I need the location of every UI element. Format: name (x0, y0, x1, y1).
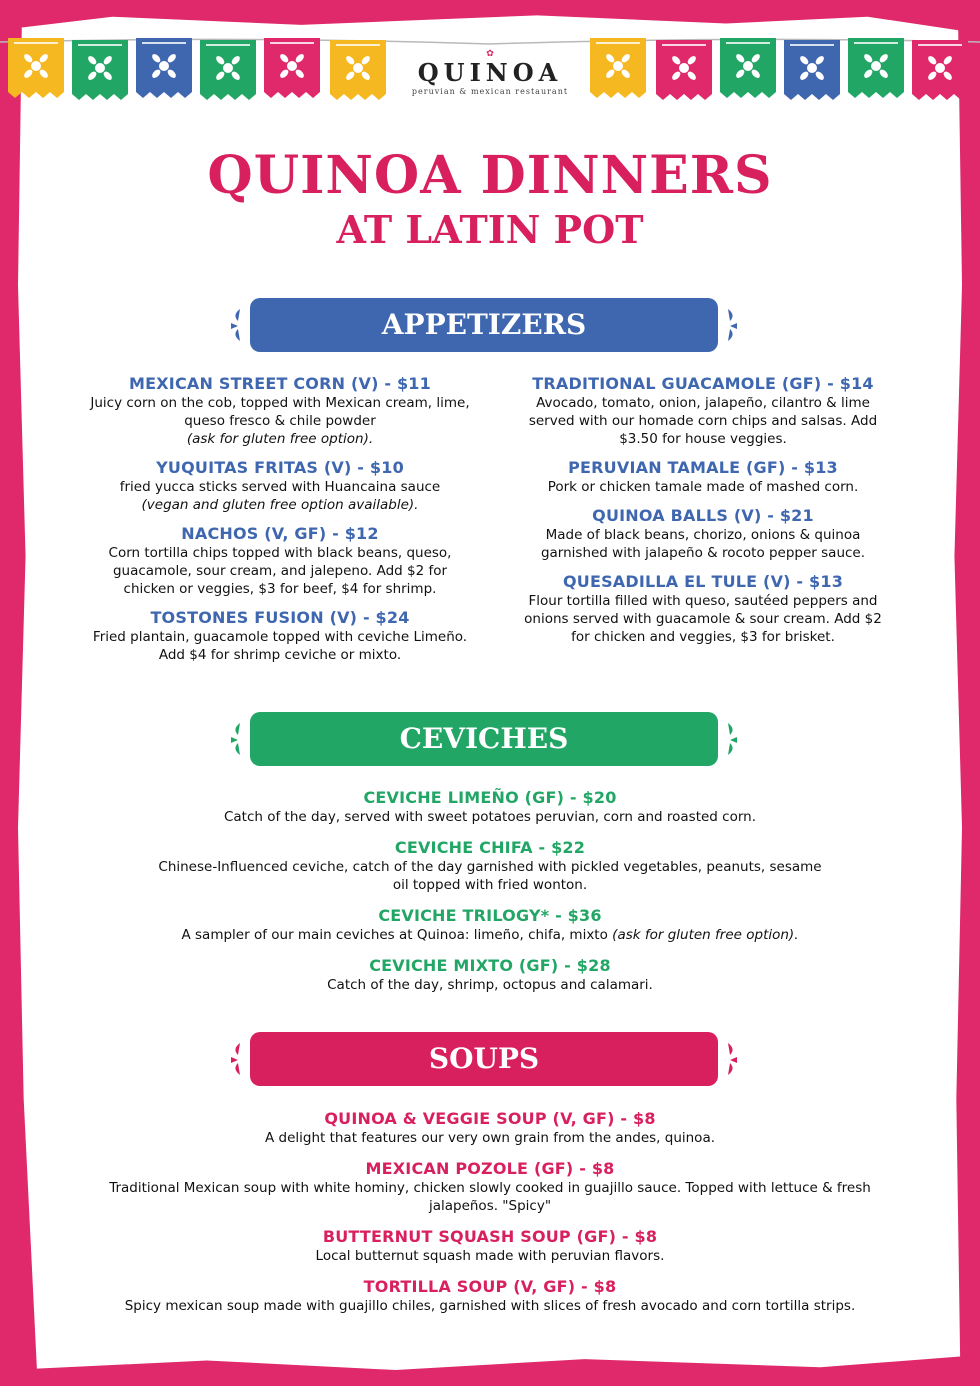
lotus-icon: ✿ (486, 49, 494, 59)
menu-item (86, 458, 474, 514)
menu-item (90, 906, 890, 944)
menu-item (516, 572, 890, 646)
item-name: QUINOA & VEGGIE SOUP (V, GF) - $8 (324, 1109, 656, 1128)
menu-item (90, 956, 890, 994)
left-ornament-icon (228, 719, 244, 759)
item-name: CEVICHE MIXTO (GF) - $28 (369, 956, 611, 975)
menu-item (516, 458, 890, 496)
item-description: Local butternut squash made with peruvian flavors. (315, 1248, 665, 1264)
item-name: NACHOS (V, GF) - $12 (181, 524, 379, 543)
item-name: CEVICHE CHIFA - $22 (394, 838, 586, 857)
item-description: Made of black beans, chorizo, onions & quinoa garnished with jalapeño & rocoto pepper sauce. (540, 527, 866, 561)
soups-list (80, 1109, 900, 1327)
item-description: Juicy corn on the cob, topped with Mexican cream, lime, queso fresco & chile powder (90, 395, 470, 429)
menu-item (516, 374, 890, 448)
appetizers-left-column (86, 374, 474, 676)
appetizers-heading: APPETIZERS (250, 298, 718, 352)
menu-item (80, 1159, 900, 1215)
menu-item (86, 374, 474, 448)
item-description: Spicy mexican soup made with guajillo chiles, garnished with slices of fresh avocado and corn tortilla strips. (124, 1298, 856, 1314)
item-name: CEVICHE TRILOGY* - $36 (378, 906, 602, 925)
menu-item (516, 506, 890, 562)
item-name: TOSTONES FUSION (V) - $24 (150, 608, 410, 627)
soups-heading: SOUPS (250, 1032, 718, 1086)
item-description: Corn tortilla chips topped with black beans, queso, guacamole, sour cream, and jalepeno. Add $2 for chicken or veggies, $3 for beef, $4 for shrimp. (108, 545, 452, 597)
title-line-2: AT LATIN POT (336, 207, 644, 252)
item-description: fried yucca sticks served with Huancaina sauce (119, 479, 441, 495)
item-name: TRADITIONAL GUACAMOLE (GF) - $14 (532, 374, 874, 393)
item-note: (vegan and gluten free option available). (141, 497, 419, 513)
right-ornament-icon (724, 305, 740, 345)
item-description: Catch of the day, served with sweet potatoes peruvian, corn and roasted corn. (223, 809, 757, 825)
item-description: Avocado, tomato, onion, jalapeño, cilantro & lime served with our homade corn chips and salsas. Add $3.50 for house veggies. (528, 395, 878, 447)
menu-item (90, 838, 890, 894)
ceviches-list (90, 788, 890, 1006)
menu-item (80, 1227, 900, 1265)
item-description: Chinese-Influenced ceviche, catch of the day garnished with pickled vegetables, peanuts, sesame oil topped with fried wonton. (158, 859, 822, 893)
item-name: MEXICAN STREET CORN (V) - $11 (129, 374, 431, 393)
item-name: QUINOA BALLS (V) - $21 (592, 506, 814, 525)
logo-subtitle: peruvian & mexican restaurant (411, 87, 569, 96)
menu-item (80, 1277, 900, 1315)
item-name: TORTILLA SOUP (V, GF) - $8 (363, 1277, 617, 1296)
item-name: QUESADILLA EL TULE (V) - $13 (562, 572, 844, 591)
appetizers-right-column (516, 374, 890, 658)
item-description: Traditional Mexican soup with white hominy, chicken slowly cooked in guajillo sauce. Topped with lettuce & fresh jalapeños. "Spicy" (109, 1180, 871, 1214)
right-ornament-icon (724, 1039, 740, 1079)
item-note: (ask for gluten free option). (186, 431, 374, 447)
title-line-1: QUINOA DINNERS (207, 145, 773, 206)
item-description: Catch of the day, shrimp, octopus and calamari. (327, 977, 653, 993)
item-name: CEVICHE LIMEÑO (GF) - $20 (363, 788, 617, 807)
item-name: MEXICAN POZOLE (GF) - $8 (365, 1159, 615, 1178)
item-name: PERUVIAN TAMALE (GF) - $13 (568, 458, 838, 477)
menu-item (80, 1109, 900, 1147)
item-description: Fried plantain, guacamole topped with ceviche Limeño. Add $4 for shrimp ceviche or mixto. (92, 629, 468, 663)
item-description: Flour tortilla filled with queso, sautéed peppers and onions served with guacamole & sour cream. Add $2 for chicken and veggies, $3 for brisket. (524, 593, 882, 645)
logo-wordmark: QUINOA (417, 58, 563, 87)
left-ornament-icon (228, 1039, 244, 1079)
ceviches-heading: CEVICHES (250, 712, 718, 766)
item-name: BUTTERNUT SQUASH SOUP (GF) - $8 (322, 1227, 658, 1246)
item-name: YUQUITAS FRITAS (V) - $10 (156, 458, 404, 477)
item-note: (ask for gluten free option). (612, 927, 799, 943)
item-description: Pork or chicken tamale made of mashed corn. (547, 479, 859, 495)
page-title (0, 145, 980, 253)
right-ornament-icon (724, 719, 740, 759)
menu-item (90, 788, 890, 826)
logo (0, 49, 980, 96)
menu-item (86, 608, 474, 664)
left-ornament-icon (228, 305, 244, 345)
item-description: A sampler of our main ceviches at Quinoa: limeño, chifa, mixto (181, 927, 608, 943)
item-description: A delight that features our very own grain from the andes, quinoa. (264, 1130, 716, 1146)
menu-item (86, 524, 474, 598)
